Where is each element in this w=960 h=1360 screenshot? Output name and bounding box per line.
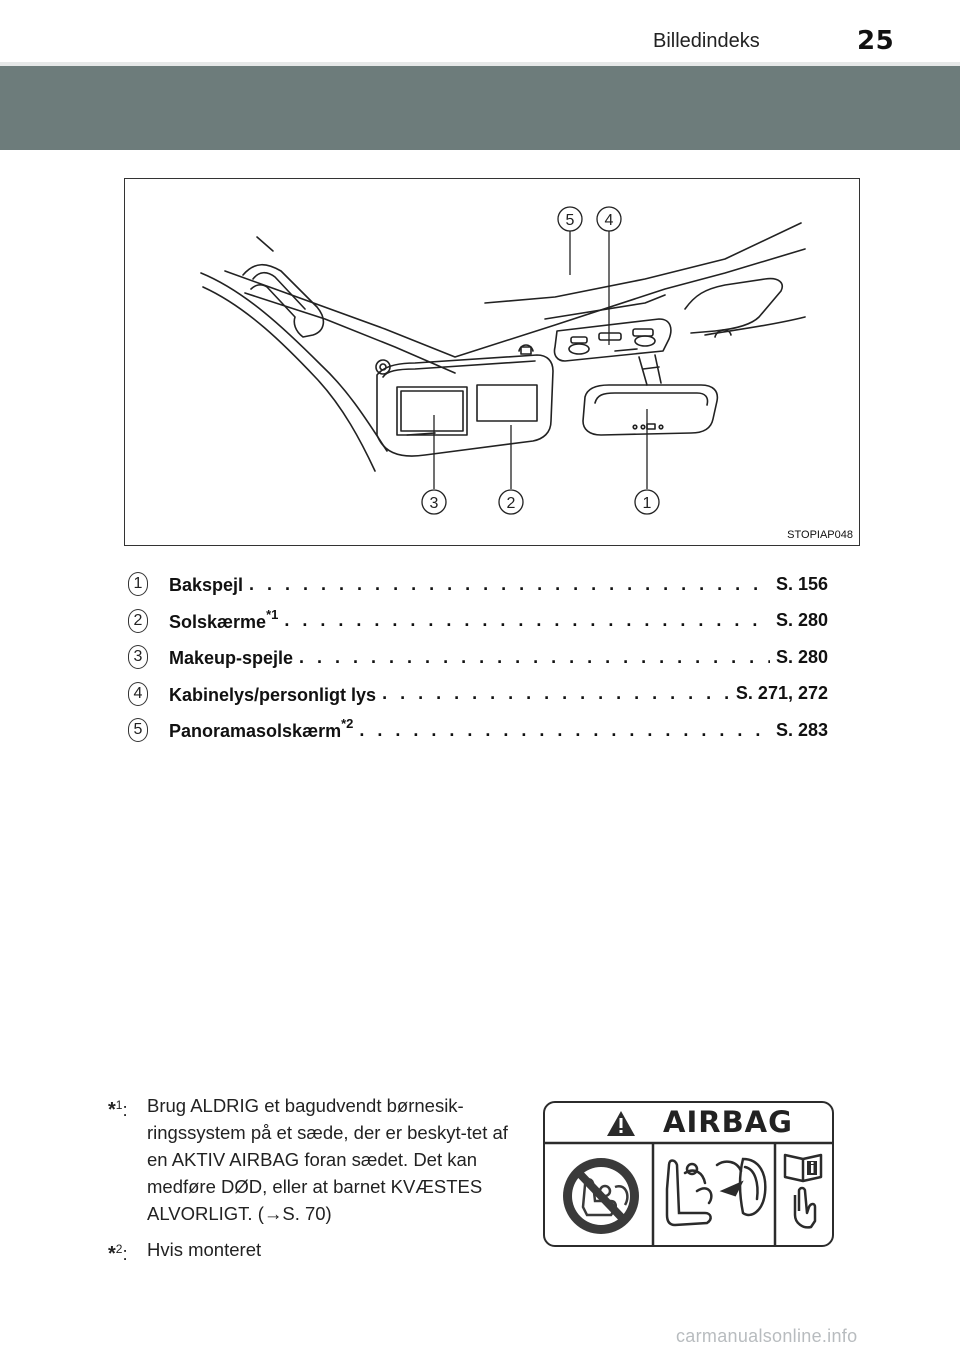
index-item [128, 676, 828, 713]
footnote-2 [108, 1236, 518, 1266]
warning-triangle-icon [607, 1111, 635, 1136]
item-number-badge: 3 [128, 645, 148, 669]
item-page-ref[interactable]: S. 271, 272 [735, 683, 828, 704]
item-label: Bakspejl [169, 575, 244, 596]
airbag-impact-icon [667, 1159, 765, 1225]
item-page-ref[interactable]: S. 280 [775, 646, 828, 667]
index-item [128, 639, 828, 676]
item-label: Makeup-spejle [169, 648, 294, 669]
figure-code: STOPIAP048 [787, 529, 853, 541]
footnote-text: Brug ALDRIG et bagudvendt børnesik-ringssystem på et sæde, der er beskyt-tet af en AKTIV AIRBAG foran sædet. Det kan medføre DØD, eller at barnet KVÆSTES ALVORLIGT. (→S. 70) [147, 1095, 508, 1224]
section-band [0, 66, 960, 150]
footnote-marker: *$^2$: [108, 1242, 128, 1266]
item-number-badge: 5 [128, 718, 148, 742]
item-number-badge: 1 [128, 572, 148, 596]
callout-2-label: 2 [506, 495, 516, 512]
item-page-ref[interactable]: S. 156 [775, 573, 828, 594]
item-number-badge: 2 [128, 609, 148, 633]
callout-3-label: 3 [429, 495, 439, 512]
index-item [128, 566, 828, 603]
interior-illustration [124, 178, 860, 546]
dot-leader [299, 647, 770, 668]
callout-5-label: 5 [565, 212, 575, 229]
dot-leader [382, 683, 730, 704]
page-number: 25 [857, 26, 895, 56]
dot-leader [249, 574, 770, 595]
item-label: Panoramasolskærm$^{*2}$ [169, 716, 354, 742]
dot-leader [359, 720, 770, 741]
item-number-badge: 4 [128, 682, 148, 706]
airbag-title: AIRBAG [663, 1105, 793, 1139]
no-rear-facing-seat-icon [563, 1158, 639, 1234]
callout-1-label: 1 [642, 495, 652, 512]
footnote-text: Hvis monteret [147, 1239, 262, 1260]
index-item [128, 603, 828, 640]
callout-4-label: 4 [604, 212, 614, 229]
item-label: Solskærme$^{*1}$ [169, 606, 279, 632]
read-manual-icon [785, 1155, 821, 1227]
item-page-ref[interactable]: S. 283 [775, 719, 828, 740]
dot-leader [284, 610, 770, 631]
roof-console-drawing [125, 179, 861, 547]
watermark[interactable]: carmanualsonline.info [676, 1326, 858, 1346]
item-page-ref[interactable]: S. 280 [775, 610, 828, 631]
airbag-warning-label [543, 1101, 834, 1247]
footnote-1 [108, 1092, 518, 1227]
index-list [128, 566, 828, 749]
section-title: Billedindeks [653, 30, 760, 52]
index-item [128, 712, 828, 749]
footnote-marker: *$^1$: [108, 1098, 128, 1122]
item-label: Kabinelys/personligt lys [169, 684, 377, 705]
